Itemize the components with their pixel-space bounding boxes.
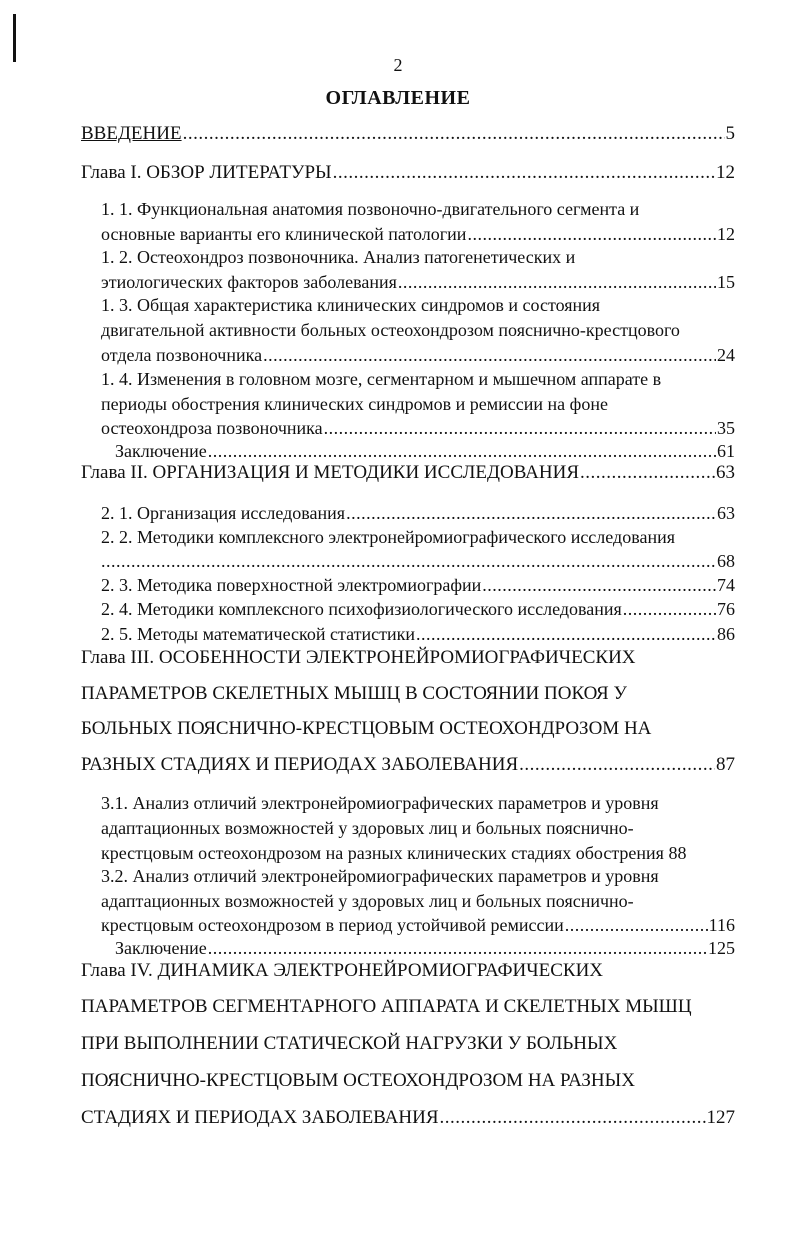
toc-entry-1-3-line1[interactable]: 1. 3. Общая характеристика клинических синдромов и состояния bbox=[101, 295, 601, 315]
toc-entry-title: этиологических факторов заболевания bbox=[101, 272, 397, 292]
toc-entry-title: 2. 5. Методы математической статистики bbox=[101, 624, 415, 644]
toc-entry-page: 12 bbox=[717, 224, 735, 244]
toc-entry-title: 2. 3. Методика поверхностной электромиографии bbox=[101, 575, 482, 595]
page-title: ОГЛАВЛЕНИЕ bbox=[325, 87, 471, 109]
toc-entry-1-2-line1[interactable]: 1. 2. Остеохондроз позвоночника. Анализ патогенетических и bbox=[101, 247, 576, 267]
toc-entry-title: Глава I. ОБЗОР ЛИТЕРАТУРЫ bbox=[81, 162, 332, 183]
toc-entry-chapter-1[interactable] bbox=[81, 162, 735, 184]
dot-leader bbox=[416, 623, 716, 645]
toc-entry-page: 127 bbox=[706, 1107, 735, 1128]
toc-entry-1-4-line2[interactable]: периоды обострения клинических синдромов и ремиссии на фоне bbox=[101, 394, 608, 414]
toc-entry-title: Глава II. ОРГАНИЗАЦИЯ И МЕТОДИКИ ИССЛЕДОВАНИЯ bbox=[81, 462, 580, 483]
toc-entry-page: 15 bbox=[717, 272, 735, 292]
toc-entry-1-1[interactable] bbox=[101, 223, 735, 245]
toc-entry-page: 63 bbox=[717, 503, 735, 523]
toc-entry-page: 74 bbox=[717, 575, 735, 595]
toc-entry-title: Заключение bbox=[115, 938, 207, 958]
toc-entry-page: 116 bbox=[708, 915, 735, 935]
dot-leader bbox=[467, 223, 716, 245]
toc-entry-page: 12 bbox=[716, 162, 735, 183]
toc-entry-title: СТАДИЯХ И ПЕРИОДАХ ЗАБОЛЕВАНИЯ bbox=[81, 1107, 439, 1128]
toc-entry-title: отдела позвоночника bbox=[101, 345, 263, 365]
toc-entry-title: ВВЕДЕНИЕ bbox=[81, 123, 182, 144]
dot-leader bbox=[208, 937, 707, 959]
toc-entry-chapter-4[interactable] bbox=[81, 1107, 735, 1129]
toc-entry-chapter-3-line3[interactable]: БОЛЬНЫХ ПОЯСНИЧНО-КРЕСТЦОВЫМ ОСТЕОХОНДРОЗОМ НА bbox=[81, 718, 652, 739]
toc-entry-title: РАЗНЫХ СТАДИЯХ И ПЕРИОДАХ ЗАБОЛЕВАНИЯ bbox=[81, 754, 519, 775]
toc-entry-3-2[interactable] bbox=[101, 914, 735, 936]
page-number: 2 bbox=[393, 55, 403, 75]
dot-leader bbox=[440, 1107, 706, 1129]
toc-entry-page: 63 bbox=[716, 462, 735, 483]
toc-entry-chapter-3-line2[interactable]: ПАРАМЕТРОВ СКЕЛЕТНЫХ МЫШЦ В СОСТОЯНИИ ПОКОЯ У bbox=[81, 683, 627, 704]
dot-leader bbox=[208, 440, 716, 462]
toc-entry-intro[interactable] bbox=[81, 123, 735, 145]
toc-entry-conclusion-3[interactable] bbox=[115, 937, 735, 959]
toc-entry-title: основные варианты его клинической патологии bbox=[101, 224, 467, 244]
dot-leader bbox=[398, 271, 716, 293]
toc-entry-1-2[interactable] bbox=[101, 271, 735, 293]
toc-entry-1-4-line1[interactable]: 1. 4. Изменения в головном мозге, сегментарном и мышечном аппарате в bbox=[101, 369, 662, 389]
toc-entry-conclusion-1[interactable] bbox=[115, 440, 735, 462]
toc-entry-1-1-line1[interactable]: 1. 1. Функциональная анатомия позвоночно-двигательного сегмента и bbox=[101, 199, 640, 219]
toc-entry-title: 2. 4. Методики комплексного психофизиологического исследования bbox=[101, 599, 622, 619]
toc-entry-3-1-line2[interactable]: адаптационных возможностей у здоровых лиц и больных пояснично- bbox=[101, 818, 634, 838]
toc-entry-3-2-line1[interactable]: 3.2. Анализ отличий электронейромиографических параметров и уровня bbox=[101, 866, 659, 886]
dot-leader bbox=[324, 417, 716, 439]
dot-leader bbox=[623, 598, 716, 620]
toc-entry-3-1-line1[interactable]: 3.1. Анализ отличий электронейромиографических параметров и уровня bbox=[101, 793, 659, 813]
toc-entry-2-2-line1[interactable]: 2. 2. Методики комплексного электронейромиографического исследования bbox=[101, 527, 675, 547]
toc-entry-title: остеохондроза позвоночника bbox=[101, 418, 323, 438]
toc-entry-chapter-3[interactable] bbox=[81, 754, 735, 776]
toc-entry-page: 5 bbox=[725, 123, 735, 144]
dot-leader bbox=[580, 462, 715, 484]
toc-entry-page: 76 bbox=[717, 599, 735, 619]
toc-entry-2-3[interactable] bbox=[101, 574, 735, 596]
toc-entry-chapter-2[interactable] bbox=[81, 462, 735, 484]
toc-entry-page: 35 bbox=[717, 418, 735, 438]
toc-entry-chapter-4-line1[interactable]: Глава IV. ДИНАМИКА ЭЛЕКТРОНЕЙРОМИОГРАФИЧЕСКИХ bbox=[81, 960, 604, 981]
toc-entry-title: крестцовым остеохондрозом в период устойчивой ремиссии bbox=[101, 915, 564, 935]
dot-leader bbox=[565, 914, 708, 936]
dot-leader bbox=[263, 344, 716, 366]
dot-leader bbox=[183, 123, 725, 145]
dot-leader bbox=[482, 574, 716, 596]
toc-entry-page: 24 bbox=[717, 345, 735, 365]
toc-entry-page: 87 bbox=[716, 754, 735, 775]
toc-entry-1-3[interactable] bbox=[101, 344, 735, 366]
toc-entry-title: 2. 1. Организация исследования bbox=[101, 503, 346, 523]
toc-entry-chapter-4-line3[interactable]: ПРИ ВЫПОЛНЕНИИ СТАТИЧЕСКОЙ НАГРУЗКИ У БОЛЬНЫХ bbox=[81, 1033, 618, 1054]
toc-entry-1-4[interactable] bbox=[101, 417, 735, 439]
toc-entry-page: 125 bbox=[708, 938, 735, 958]
toc-entry-chapter-3-line1[interactable]: Глава III. ОСОБЕННОСТИ ЭЛЕКТРОНЕЙРОМИОГРАФИЧЕСКИХ bbox=[81, 647, 636, 668]
toc-entry-page: 86 bbox=[717, 624, 735, 644]
toc-entry-title: Заключение bbox=[115, 441, 207, 461]
toc-entry-chapter-4-line4[interactable]: ПОЯСНИЧНО-КРЕСТЦОВЫМ ОСТЕОХОНДРОЗОМ НА РАЗНЫХ bbox=[81, 1070, 635, 1091]
toc-entry-page: 61 bbox=[717, 441, 735, 461]
toc-entry-3-1-line3[interactable]: крестцовым остеохондрозом на разных клинических стадиях обострения 88 bbox=[101, 843, 687, 863]
dot-leader bbox=[519, 754, 715, 776]
toc-entry-2-2[interactable] bbox=[101, 550, 735, 572]
dot-leader bbox=[333, 162, 715, 184]
dot-leader bbox=[346, 502, 716, 524]
toc-entry-page: 68 bbox=[717, 551, 735, 571]
toc-entry-2-1[interactable] bbox=[101, 502, 735, 524]
toc-entry-chapter-4-line2[interactable]: ПАРАМЕТРОВ СЕГМЕНТАРНОГО АППАРАТА И СКЕЛЕТНЫХ МЫШЦ bbox=[81, 996, 692, 1017]
toc-entry-2-4[interactable] bbox=[101, 598, 735, 620]
dot-leader bbox=[101, 550, 716, 572]
toc-entry-1-3-line2[interactable]: двигательной активности больных остеохондрозом пояснично-крестцового bbox=[101, 320, 680, 340]
toc-entry-3-2-line2[interactable]: адаптационных возможностей у здоровых лиц и больных пояснично- bbox=[101, 891, 634, 911]
toc-entry-2-5[interactable] bbox=[101, 623, 735, 645]
